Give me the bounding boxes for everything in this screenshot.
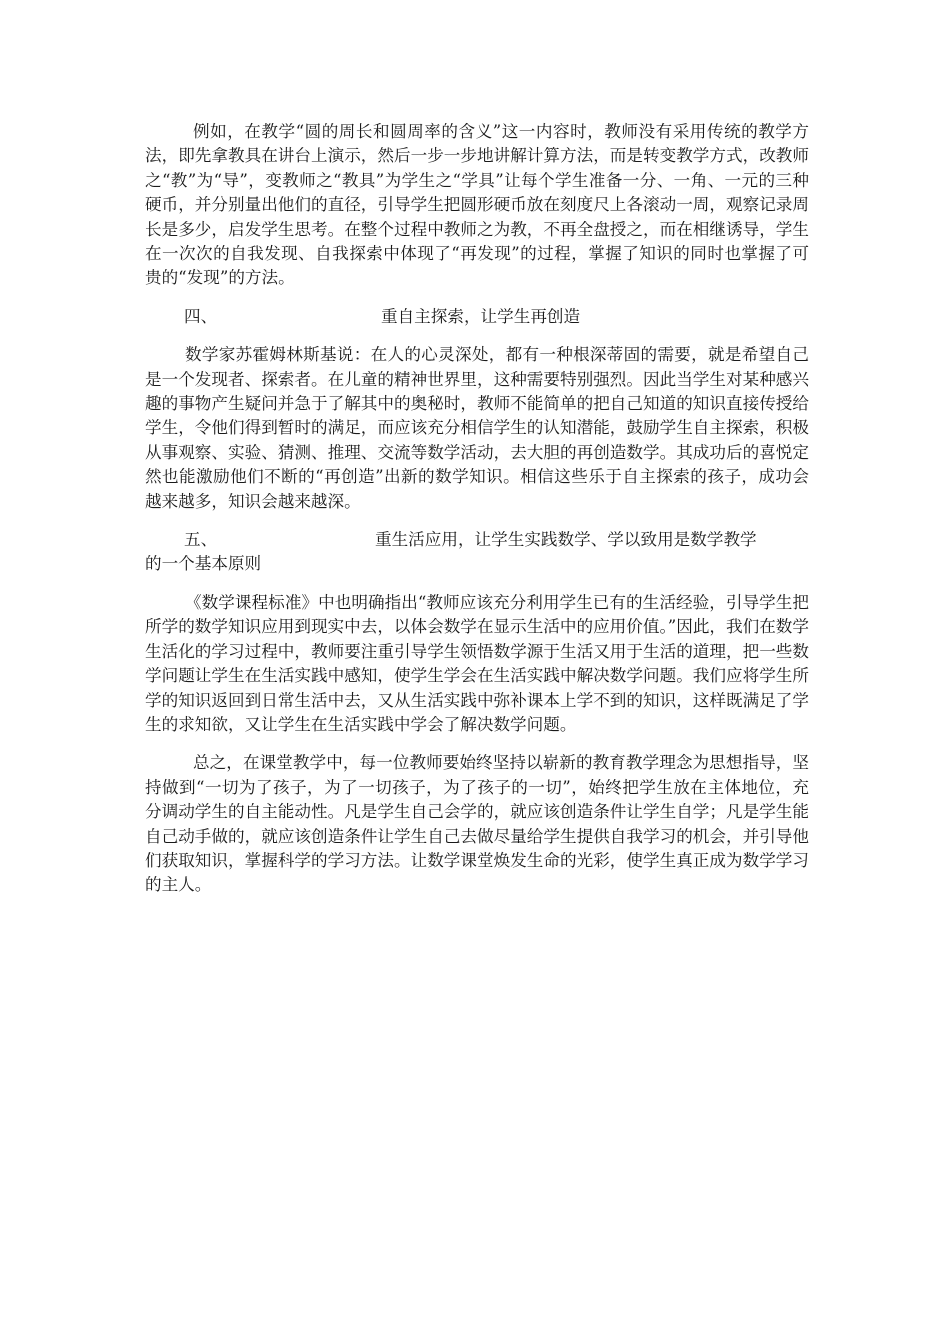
section-heading-5: [145, 528, 809, 577]
paragraph-application: 《数学课程标准》中也明确指出“教师应该充分利用学生已有的生活经验，引导学生把所学的数学知识应用到现实中去，以体会数学在显示生活中的应用价值。”因此，我们在数学生活化的学习过程中，教师要注重引导学生领悟数学源于生活又用于生活的道理，把一些数学问题让学生在生活实践中感知，使学生学会在生活实践中解决数学问题。我们应将学生所学的知识返回到日常生活中去，又从生活实践中弥补课本上学不到的知识，这样既满足了学生的求知欲，又让学生在生活实践中学会了解决数学问题。: [145, 592, 809, 734]
section-number: 五、: [184, 530, 218, 550]
section-title-continuation: 的一个基本原则: [145, 554, 262, 574]
section-heading-4: [145, 305, 809, 329]
paragraph-example: 例如，在教学“圆的周长和圆周率的含义”这一内容时，教师没有采用传统的教学方法，即先拿教具在讲台上演示，然后一步一步地讲解计算方法，而是转变教学方式，改教师之“教”为“导”，变教师之“教具”为学生之“学具”让每个学生准备一分、一角、一元的三种硬币，并分别量出他们的直径，引导学生把圆形硬币放在刻度尺上各滚动一周，观察记录周长是多少，启发学生思考。在整个过程中教师之为教，不再全盘授之，而在相继诱导，学生在一次次的自我发现、自我探索中体现了“再发现”的过程，掌握了知识的同时也掌握了可贵的“发现”的方法。: [145, 122, 809, 288]
section-title: 重生活应用，让学生实践数学、学以致用是数学教学: [375, 530, 757, 550]
section-title: 重自主探索，让学生再创造: [381, 306, 581, 326]
section-number: 四、: [184, 306, 218, 326]
document-body: [145, 120, 809, 912]
paragraph-conclusion: 总之，在课堂教学中，每一位教师要始终坚持以崭新的教育教学理念为思想指导，坚持做到“一切为了孩子，为了一切孩子，为了孩子的一切”，始终把学生放在主体地位，充分调动学生的自主能动性。凡是学生自己会学的，就应该创造条件让学生自学；凡是学生能自己动手做的，就应该创造条件让学生自己去做尽量给学生提供自我学习的机会，并引导他们获取知识，掌握科学的学习方法。让数学课堂焕发生命的光彩，使学生真正成为数学学习的主人。: [145, 753, 809, 895]
paragraph-exploration: 数学家苏霍姆林斯基说：在人的心灵深处，都有一种根深蒂固的需要，就是希望自己是一个发现者、探索者。在儿童的精神世界里，这种需要特别强烈。因此当学生对某种感兴趣的事物产生疑问并急于了解其中的奥秘时，教师不能简单的把自己知道的知识直接传授给学生，令他们得到暂时的满足，而应该充分相信学生的认知潜能，鼓励学生自主探索，积极从事观察、实验、猜测、推理、交流等数学活动，去大胆的再创造数学。其成功后的喜悦定然也能激励他们不断的“再创造”出新的数学知识。相信这些乐于自主探索的孩子，成功会越来越多，知识会越来越深。: [145, 345, 809, 511]
